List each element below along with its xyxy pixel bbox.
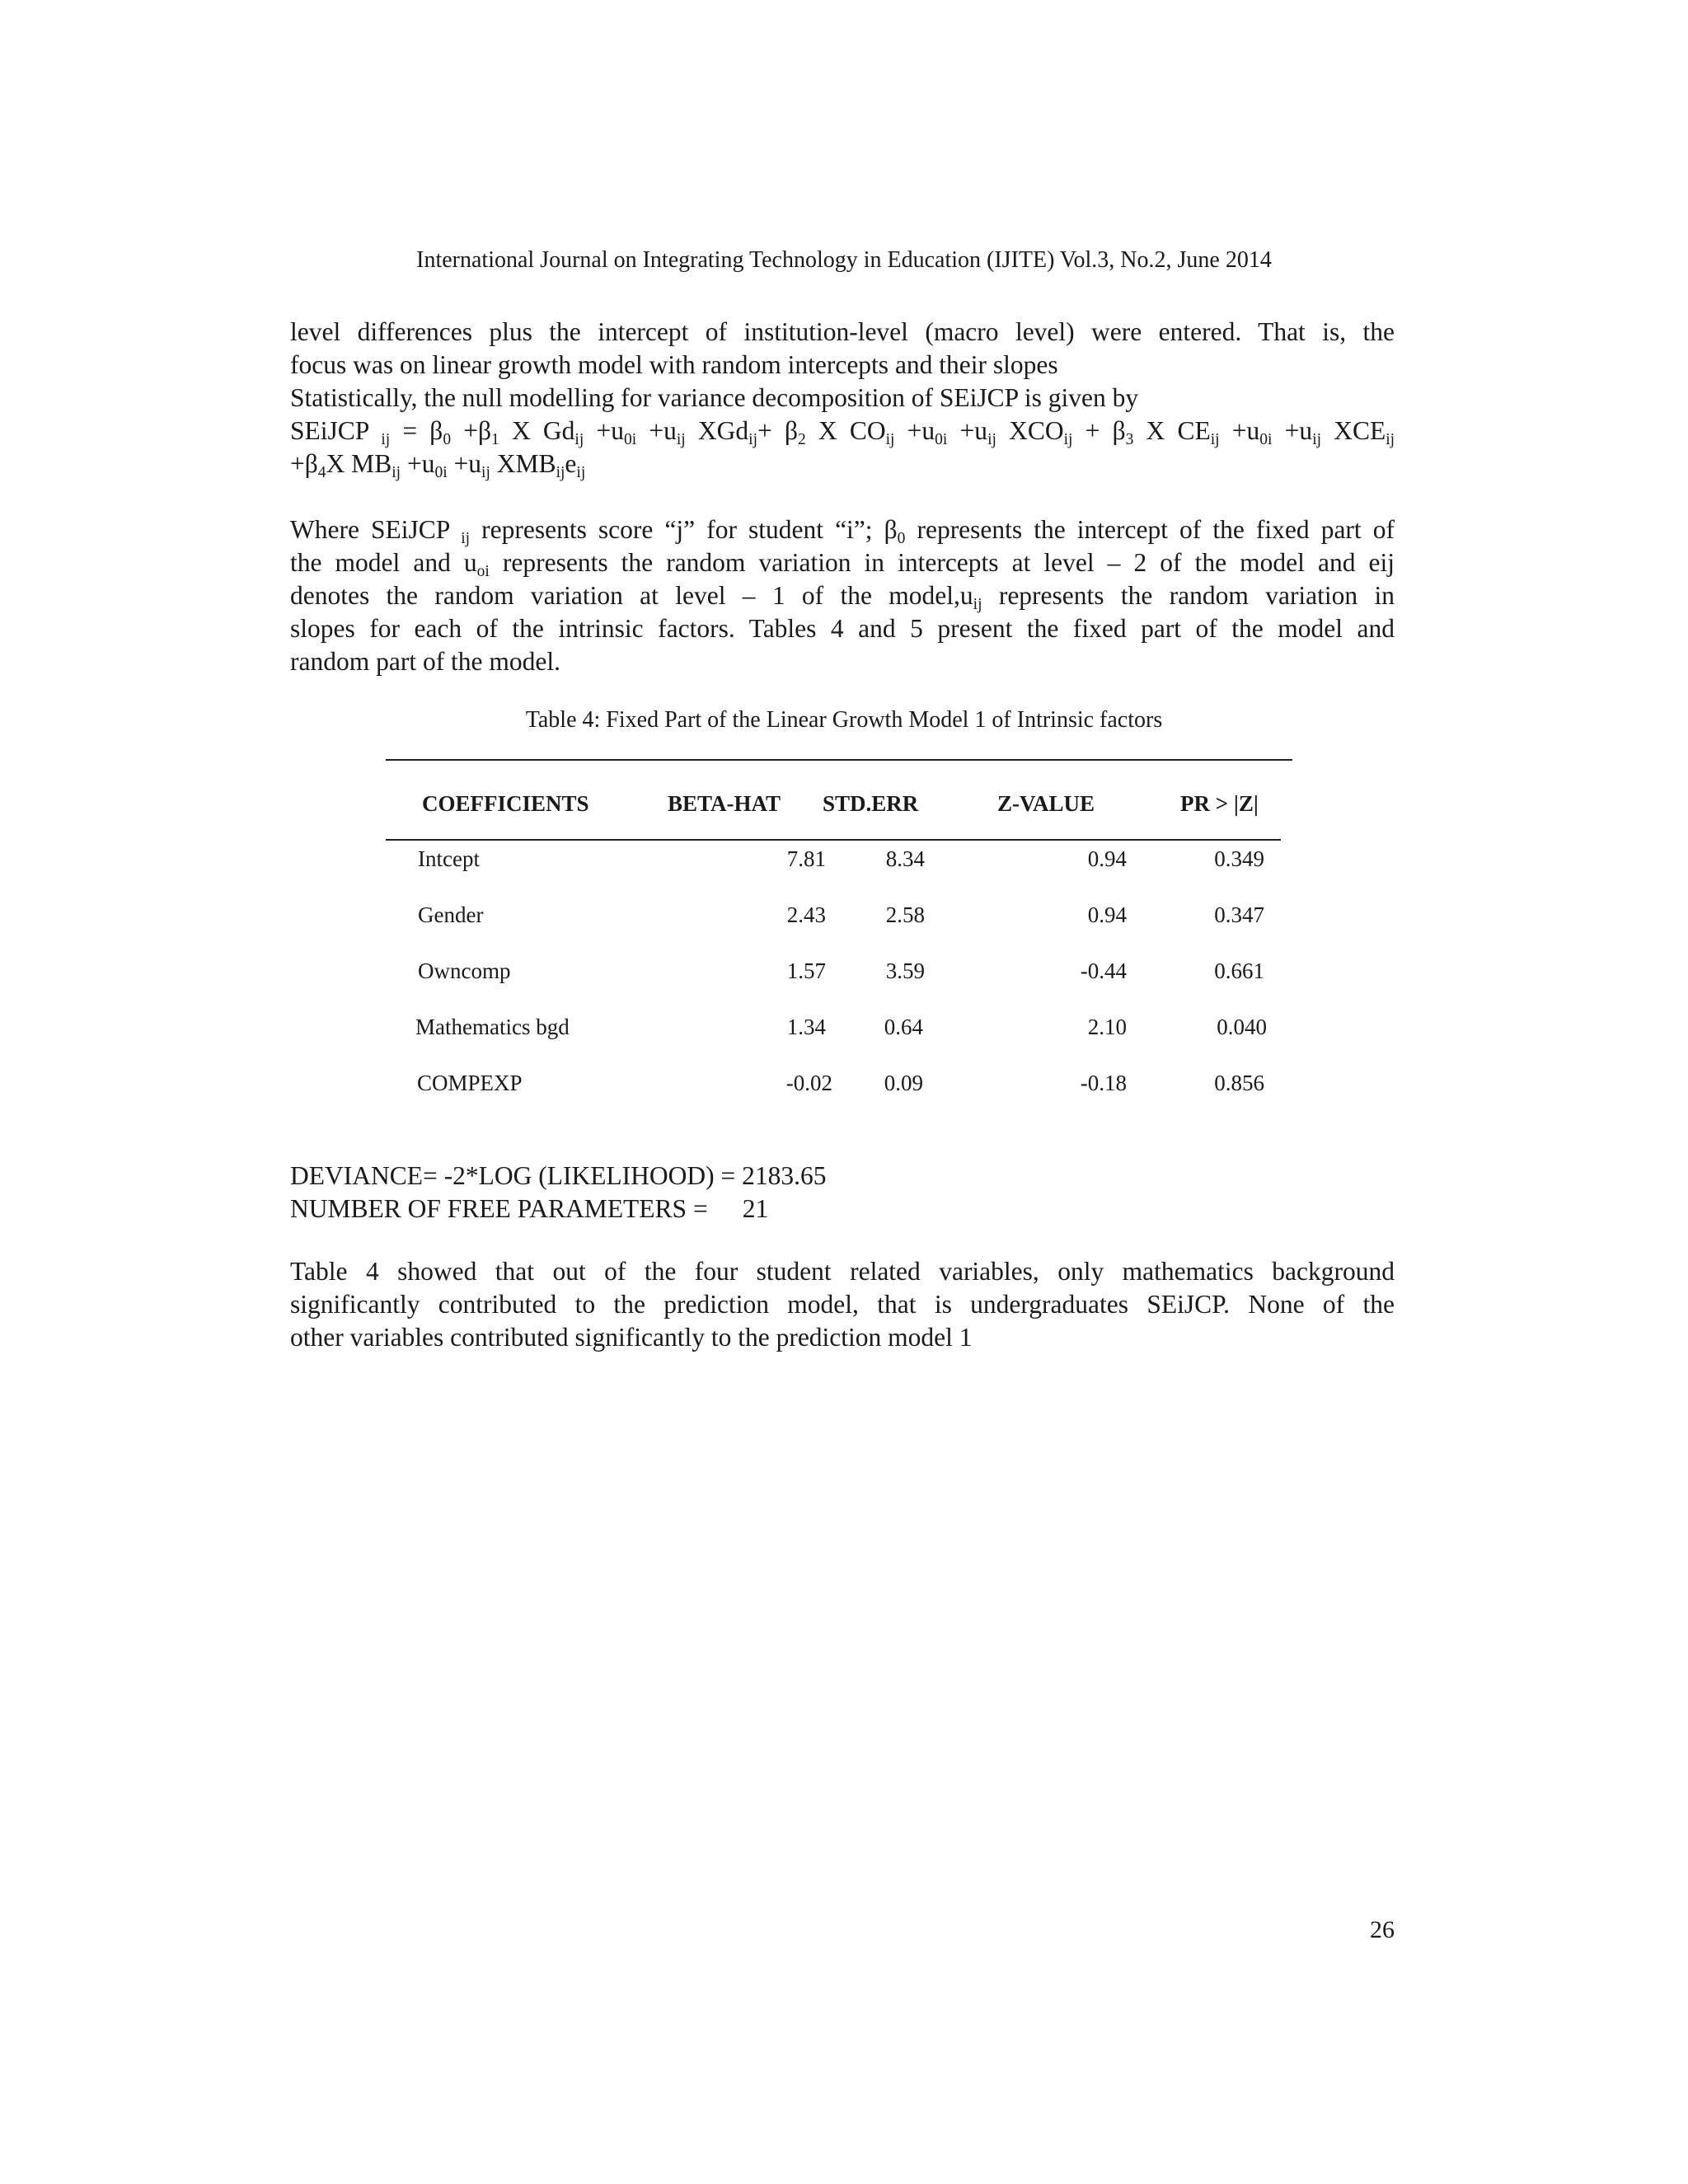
header-z-value: Z-VALUE <box>997 791 1095 816</box>
subscript: ij <box>676 431 686 448</box>
row-5-pr-z: 0.856 <box>1214 1071 1264 1095</box>
row-5-beta-hat: -0.02 <box>785 1071 832 1095</box>
subscript: ij <box>381 431 391 448</box>
running-header: International Journal on Integrating Technology in Education (IJITE) Vol.3, No.2, June 2014 <box>416 247 1272 273</box>
header-beta-hat: BETA-HAT <box>668 791 781 816</box>
subscript: ij <box>1063 431 1073 448</box>
subscript: oi <box>476 563 490 580</box>
row-3-beta-hat: 1.57 <box>786 958 826 983</box>
subscript: ij <box>987 431 996 448</box>
table-top-rule <box>386 759 1292 761</box>
free-parameters-line <box>290 1193 1395 1226</box>
header-coefficients: COEFFICIENTS <box>422 791 589 816</box>
subscript: ij <box>574 431 584 448</box>
subscript: ij <box>392 464 401 481</box>
row-4-pr-z: 0.040 <box>1217 1015 1267 1039</box>
row-2-pr-z: 0.347 <box>1214 902 1264 927</box>
subscript: ij <box>461 530 471 547</box>
conclusion-line-1: Table 4 showed that out of the four student related variables, only mathematics background <box>290 1257 1395 1286</box>
conclusion-line-2: significantly contributed to the prediction model, that is undergraduates SEiJCP. None of the <box>290 1290 1395 1319</box>
subscript: ij <box>973 596 982 613</box>
conclusion-line-3: other variables contributed significantly to the prediction model 1 <box>290 1323 973 1352</box>
where-line-2: the model and $u_{oi}$ represents the random variation in intercepts at level – 2 of the model and eij <box>290 548 1395 580</box>
subscript: 0 <box>443 431 452 448</box>
deviance-line: DEVIANCE= -2*LOG (LIKELIHOOD) = 2183.65 <box>290 1161 827 1190</box>
subscript: ij <box>1210 431 1220 448</box>
subscript: 0i <box>434 464 448 481</box>
page-number: 26 <box>1370 1916 1395 1943</box>
header-pr-z: PR > |Z| <box>1180 791 1259 816</box>
subscript: ij <box>1386 431 1395 448</box>
table-caption: Table 4: Fixed Part of the Linear Growth Model 1 of Intrinsic factors <box>525 707 1163 733</box>
row-1-pr-z: 0.349 <box>1214 846 1264 871</box>
subscript: ij <box>576 464 586 481</box>
intro-paragraph <box>290 316 1395 415</box>
subscript: 2 <box>797 431 806 448</box>
subscript: 0i <box>1259 431 1273 448</box>
subscript: 0i <box>623 431 637 448</box>
equation-line-2: $+\beta_4X$ $MB_{ij} +u_{0i} +u_{ij}$ $XMB_{ij}e_{ij}$ <box>290 449 586 481</box>
where-line-4: slopes for each of the intrinsic factors. Tables 4 and 5 present the fixed part of the model and <box>290 614 1395 643</box>
subscript: ij <box>481 464 490 481</box>
equation-line-1: SEiJCP $_{ij} = \beta_0 +\beta_1$ X $Gd_{ij} +u_{0i} +u_{ij}$ $XGd_{ij}+ \beta_2$ X $CO_{ij} +u_{0i} +u_{ij}$ $XCO_{ij} + \beta_3$ X $CE_{ij} +u_{0i} +u_{ij}$ $XCE_{ij}$ <box>290 416 1395 448</box>
row-2-z-value: 0.94 <box>1087 902 1127 927</box>
subscript: ij <box>556 464 565 481</box>
row-4-z-value: 2.10 <box>1087 1015 1127 1039</box>
row-1-coefficient: Intcept <box>418 846 480 871</box>
row-1-std-err: 8.34 <box>885 846 925 871</box>
subscript: 3 <box>1125 431 1134 448</box>
row-4-coefficient: Mathematics bgd <box>415 1015 570 1039</box>
row-3-coefficient: Owncomp <box>418 958 511 983</box>
subscript: ij <box>1312 431 1322 448</box>
free-parameters-value: 21 <box>742 1194 769 1223</box>
where-line-5: random part of the model. <box>290 647 561 676</box>
intro-line-3: Statistically, the null modelling for variance decomposition of SEiJCP is given by <box>290 383 1139 412</box>
row-5-coefficient: COMPEXP <box>417 1071 523 1095</box>
row-4-beta-hat: 1.34 <box>786 1015 826 1039</box>
subscript: 1 <box>491 431 499 448</box>
row-3-z-value: -0.44 <box>1080 958 1127 983</box>
conclusion-paragraph <box>290 1255 1395 1354</box>
where-line-1: Where SEiJCP $_{ij}$ represents score “j” for student “i”; $\beta_0$ represents the intercept of the fixed part of <box>290 515 1395 547</box>
table-header-rule <box>386 839 1281 841</box>
subscript: ij <box>885 431 895 448</box>
row-1-z-value: 0.94 <box>1087 846 1127 871</box>
row-3-pr-z: 0.661 <box>1214 958 1264 983</box>
subscript: 4 <box>317 464 326 481</box>
row-1-beta-hat: 7.81 <box>786 846 826 871</box>
row-4-std-err: 0.64 <box>884 1015 923 1039</box>
where-paragraph <box>290 513 1395 678</box>
subscript: 0 <box>897 530 906 547</box>
intro-line-1: level differences plus the intercept of institution-level (macro level) were entered. That is, the <box>290 317 1395 346</box>
subscript: 0i <box>935 431 948 448</box>
row-2-std-err: 2.58 <box>885 902 925 927</box>
row-2-beta-hat: 2.43 <box>786 902 826 927</box>
free-parameters-label: NUMBER OF FREE PARAMETERS = <box>290 1194 708 1223</box>
row-2-coefficient: Gender <box>418 902 484 927</box>
model-equation <box>290 415 1395 480</box>
row-5-std-err: 0.09 <box>884 1071 923 1095</box>
row-3-std-err: 3.59 <box>885 958 925 983</box>
model-stats <box>290 1160 1395 1226</box>
intro-line-2: focus was on linear growth model with random intercepts and their slopes <box>290 350 1058 379</box>
row-5-z-value: -0.18 <box>1080 1071 1127 1095</box>
subscript: ij <box>748 431 758 448</box>
header-std-err: STD.ERR <box>823 791 919 816</box>
where-line-3: denotes the random variation at level – 1 of the $model,u_{ij}$ represents the random variation in <box>290 581 1395 613</box>
